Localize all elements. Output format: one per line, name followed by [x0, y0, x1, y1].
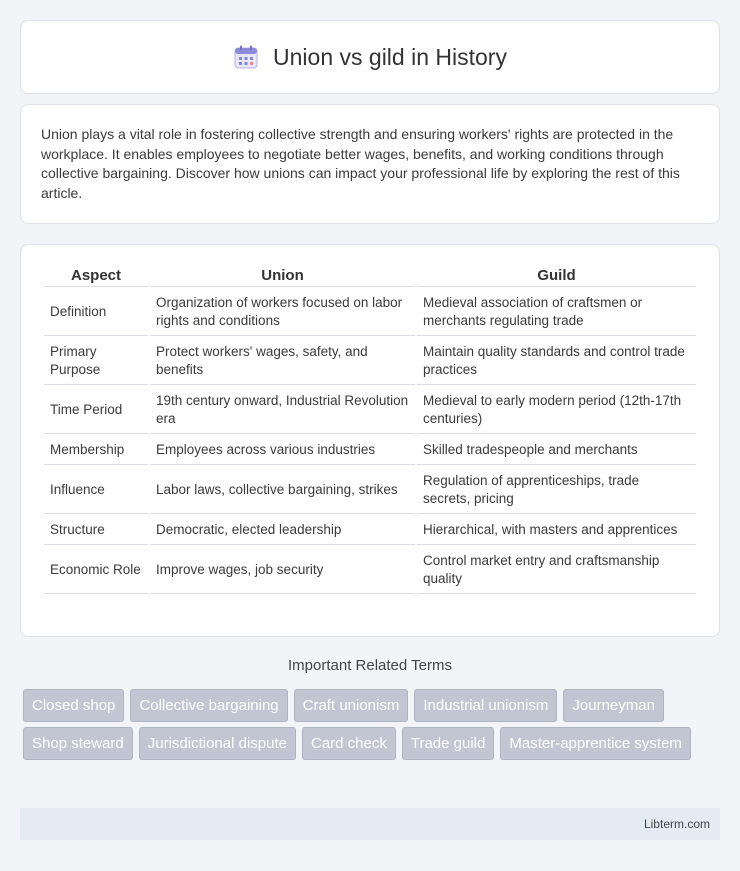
cell-aspect: Influence — [44, 467, 148, 514]
related-terms-list — [23, 689, 713, 760]
table-row — [44, 547, 696, 594]
term-tag[interactable]: Journeyman — [563, 689, 664, 722]
intro-card — [20, 104, 720, 224]
cell-aspect: Structure — [44, 516, 148, 545]
page-title: Union vs gild in History — [273, 43, 507, 70]
cell-union: Protect workers' wages, safety, and benefits — [150, 338, 415, 385]
cell-aspect: Definition — [44, 289, 148, 336]
footer-link[interactable]: Libterm.com — [643, 817, 710, 831]
term-tag[interactable]: Master-apprentice system — [500, 727, 691, 760]
comparison-table — [42, 263, 698, 596]
term-tag[interactable]: Trade guild — [402, 727, 495, 760]
cell-union: Improve wages, job security — [150, 547, 415, 594]
term-tag[interactable]: Card check — [302, 727, 396, 760]
cell-aspect: Primary Purpose — [44, 338, 148, 385]
cell-guild: Medieval association of craftsmen or merchants regulating trade — [417, 289, 696, 336]
cell-union: Employees across various industries — [150, 436, 415, 465]
table-row — [44, 289, 696, 336]
cell-aspect: Membership — [44, 436, 148, 465]
cell-guild: Regulation of apprenticeships, trade secrets, pricing — [417, 467, 696, 514]
term-tag[interactable]: Industrial unionism — [414, 689, 557, 722]
table-row — [44, 436, 696, 465]
comparison-table-card — [20, 244, 720, 637]
term-tag[interactable]: Craft unionism — [294, 689, 409, 722]
cell-aspect: Time Period — [44, 387, 148, 434]
table-row — [44, 387, 696, 434]
cell-guild: Control market entry and craftsmanship quality — [417, 547, 696, 594]
cell-guild: Hierarchical, with masters and apprentices — [417, 516, 696, 545]
cell-guild: Skilled tradespeople and merchants — [417, 436, 696, 465]
cell-guild: Medieval to early modern period (12th-17th centuries) — [417, 387, 696, 434]
cell-union: Democratic, elected leadership — [150, 516, 415, 545]
header-aspect: Aspect — [44, 265, 148, 287]
calendar-icon — [233, 44, 259, 70]
related-terms-title: Important Related Terms — [288, 657, 452, 674]
term-tag[interactable]: Collective bargaining — [130, 689, 287, 722]
term-tag[interactable]: Shop steward — [23, 727, 133, 760]
cell-guild: Maintain quality standards and control trade practices — [417, 338, 696, 385]
term-tag[interactable]: Closed shop — [23, 689, 124, 722]
table-row — [44, 467, 696, 514]
cell-union: 19th century onward, Industrial Revolution era — [150, 387, 415, 434]
term-tag[interactable]: Jurisdictional dispute — [139, 727, 296, 760]
title-card — [20, 20, 720, 94]
footer — [20, 808, 720, 840]
cell-union: Labor laws, collective bargaining, strikes — [150, 467, 415, 514]
table-header-row — [44, 265, 696, 287]
cell-aspect: Economic Role — [44, 547, 148, 594]
header-union: Union — [150, 265, 415, 287]
cell-union: Organization of workers focused on labor rights and conditions — [150, 289, 415, 336]
table-row — [44, 338, 696, 385]
table-row — [44, 516, 696, 545]
intro-text: Union plays a vital role in fostering collective strength and ensuring workers' rights are protected in the workplace. It enables employees to negotiate better wages, benefits, and working conditions through collective bargaining. Discover how unions can impact your professional life by exploring the rest of this article. — [41, 126, 680, 201]
header-guild: Guild — [417, 265, 696, 287]
